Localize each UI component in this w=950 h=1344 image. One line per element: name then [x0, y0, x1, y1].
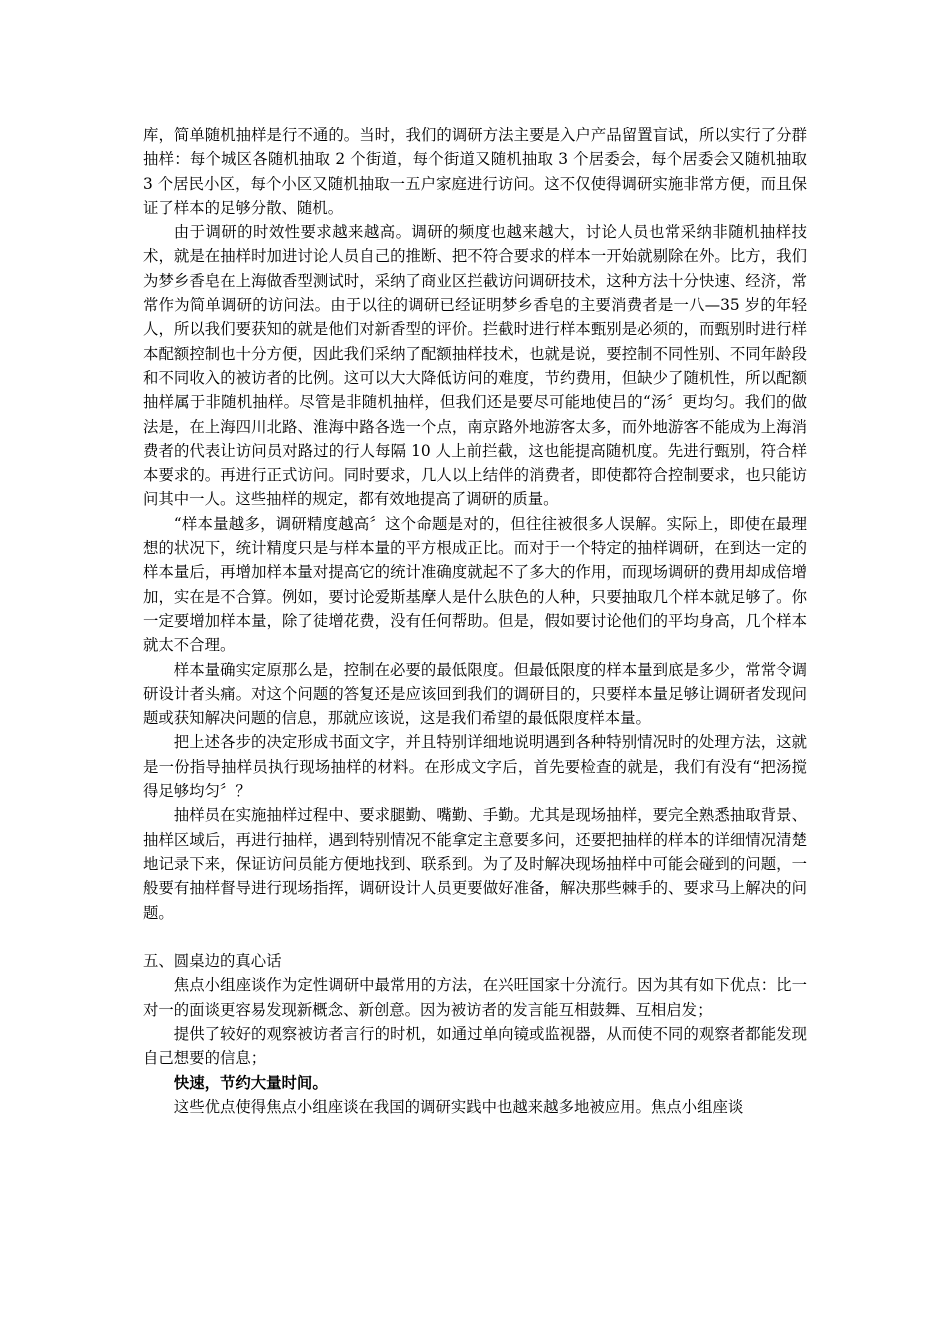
document-page — [143, 123, 807, 1119]
paragraph-10: 这些优点使得焦点小组座谈在我国的调研实践中也越来越多地被应用。焦点小组座谈 — [173, 1097, 744, 1116]
paragraph-7: 焦点小组座谈作为定性调研中最常用的方法，在兴旺国家十分流行。因为其有如下优点：比一对一的面谈更容易发现新概念、新创意。因为被访者的发言能互相鼓舞、互相启发； — [143, 976, 807, 1019]
paragraph-1: 库，简单随机抽样是行不通的。当时，我们的调研方法主要是入户产品留置盲试，所以实行了分群抽样：每个城区各随机抽取 2 个街道，每个街道又随机抽取 3 个居委会，每个居委会又随机抽取 3 个居民小区，每个小区又随机抽取一五户家庭进行访问。这不仅使得调研实施非常方便，而且保证了样本的足够分散、随机。 — [143, 126, 807, 217]
paragraph-9-bold: 快速，节约大量时间。 — [173, 1073, 328, 1092]
paragraph-3: “样本量越多，调研精度越高〞这个命题是对的，但往往被很多人误解。实际上，即使在最理想的状况下，统计精度只是与样本量的平方根成正比。而对于一个特定的抽样调研，在到达一定的样本量后，再增加样本量对提高它的统计准确度就起不了多大的作用，而现场调研的费用却成倍增加，实在是不合算。例如，要讨论爱斯基摩人是什么肤色的人种，只要抽取几个样本就足够了。你一定要增加样本量，除了徒增花费，没有任何帮助。但是，假如要讨论他们的平均身高，几个样本就太不合理。 — [143, 514, 807, 655]
paragraph-5: 把上述各步的决定形成书面文字，并且特别详细地说明遇到各种特别情况时的处理方法，这就是一份指导抽样员执行现场抽样的材料。在形成文字后，首先要检查的就是，我们有没有“把汤搅得足够均匀〞？ — [143, 733, 807, 801]
paragraph-6: 抽样员在实施抽样过程中、要求腿勤、嘴勤、手勤。尤其是现场抽样，要完全熟悉抽取背景、抽样区域后，再进行抽样，遇到特别情况不能拿定主意要多问，还要把抽样的样本的详细情况清楚地记录下来，保证访问员能方便地找到、联系到。为了及时解决现场抽样中可能会碰到的问题，一般要有抽样督导进行现场指挥，调研设计人员更要做好准备，解决那些棘手的、要求马上解决的问题。 — [143, 806, 807, 922]
paragraph-2: 由于调研的时效性要求越来越高。调研的频度也越来越大，讨论人员也常采纳非随机抽样技术，就是在抽样时加进讨论人员自己的推断、把不符合要求的样本一开始就剔除在外。比方，我们为梦乡香皂在上海做香型测试时，采纳了商业区拦截访问调研技术，这种方法十分快速、经济，常常作为简单调研的访问法。由于以往的调研已经证明梦乡香皂的主要消费者是一八—35 岁的年轻人，所以我们要获知的就是他们对新香型的评价。拦截时进行样本甄别是必须的，而甄别时进行样本配额控制也十分方便，因此我们采纳了配额抽样技术，也就是说，要控制不同性别、不同年龄段和不同收入的被访者的比例。这可以大大降低访问的难度，节约费用，但缺少了随机性，所以配额抽样属于非随机抽样。尽管是非随机抽样，但我们还是要尽可能地使吕的“汤〞更均匀。我们的做法是，在上海四川北路、淮海中路各选一个点，南京路外地游客太多，而外地游客不能成为上海消费者的代表让访问员对路过的行人每隔 10 人上前拦截，这也能提高随机度。先进行甄别，符合样本要求的。再进行正式访问。同时要求，几人以上结伴的消费者，即使都符合控制要求，也只能访问其中一人。这些抽样的规定，都有效地提高了调研的质量。 — [143, 223, 807, 509]
section-heading: 五、圆桌边的真心话 — [143, 952, 282, 971]
paragraph-8: 提供了较好的观察被访者言行的时机，如通过单向镜或监视器，从而使不同的观察者都能发现自己想要的信息； — [143, 1024, 807, 1068]
paragraph-4: 样本量确实定原那么是，控制在必要的最低限度。但最低限度的样本量到底是多少，常常令调研设计者头痛。对这个问题的答复还是应该回到我们的调研目的，只要样本量足够让调研者发现问题或获知解决问题的信息，那就应该说，这是我们希望的最低限度样本量。 — [143, 660, 807, 728]
